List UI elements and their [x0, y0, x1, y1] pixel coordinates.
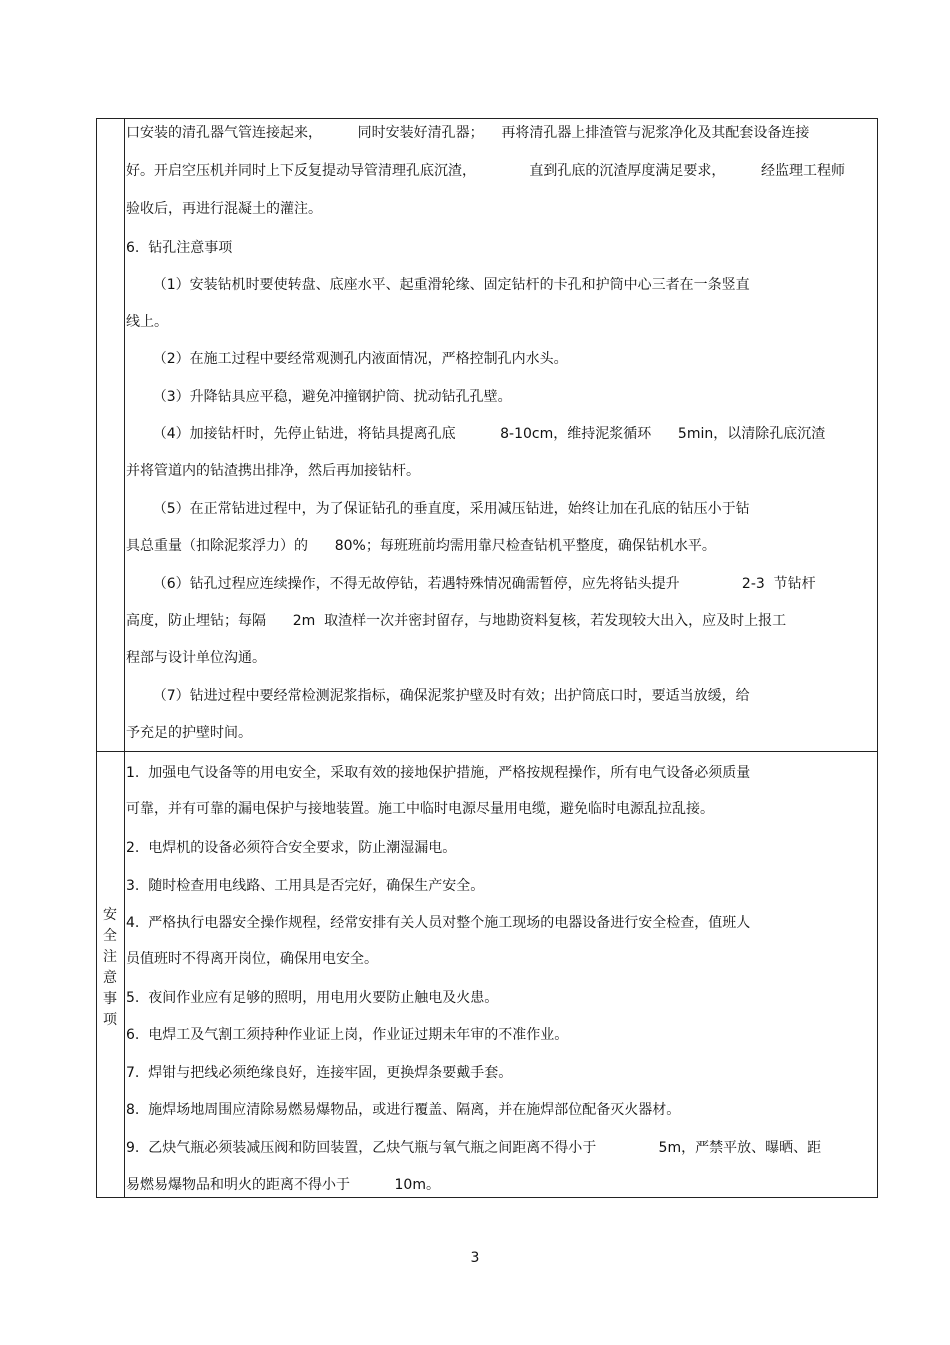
- safety-line: 3. 随时检查用电线路、工用具是否完好，确保生产安全。: [126, 878, 485, 894]
- section-heading: 6. 钻孔注意事项: [126, 240, 233, 256]
- text-line: 好。开启空压机并同时上下反复提动导管清理孔底沉渣， 直到孔底的沉渣厚度满足要求， 经监理工程师: [126, 163, 846, 179]
- safety-line: 4. 严格执行电器安全操作规程，经常安排有关人员对整个施工现场的电器设备进行安全检查，值班人: [126, 915, 751, 931]
- label-char: 项: [103, 1012, 117, 1028]
- text-line: （4）加接钻杆时，先停止钻进，将钻具提离孔底 8-10cm，维持泥浆循环 5min，以清除孔底沉渣: [126, 426, 826, 442]
- safety-notes-label: [97, 905, 123, 1031]
- table-column-divider: [124, 118, 125, 1198]
- text-line: 口安装的清孔器气管连接起来， 同时安装好清孔器； 再将清孔器上排渣管与泥浆净化及其配套设备连接: [126, 125, 810, 141]
- text-line: 予充足的护壁时间。: [126, 725, 252, 741]
- safety-line: 6. 电焊工及气割工须持种作业证上岗，作业证过期未年审的不准作业。: [126, 1027, 569, 1043]
- safety-line: 5. 夜间作业应有足够的照明，用电用火要防止触电及火患。: [126, 990, 499, 1006]
- safety-line: 易燃易爆物品和明火的距离不得小于 10m。: [126, 1177, 440, 1193]
- text-line: （1）安装钻机时要使转盘、底座水平、起重滑轮缘、固定钻杆的卡孔和护筒中心三者在一条竖直: [126, 277, 750, 293]
- safety-line: 可靠，并有可靠的漏电保护与接地装置。施工中临时电源尽量用电缆，避免临时电源乱拉乱接。: [126, 801, 714, 817]
- text-line: 并将管道内的钻渣携出排净，然后再加接钻杆。: [126, 463, 420, 479]
- text-line: 具总重量（扣除泥浆浮力）的 80%；每班班前均需用靠尺检查钻机平整度，确保钻机水平。: [126, 538, 716, 554]
- safety-line: 1. 加强电气设备等的用电安全，采取有效的接地保护措施，严格按规程操作，所有电气设备必须质量: [126, 765, 751, 781]
- text-line: （7）钻进过程中要经常检测泥浆指标，确保泥浆护壁及时有效；出护筒底口时，要适当放缓，给: [126, 688, 750, 704]
- text-line: 高度，防止埋钻；每隔 2m 取渣样一次并密封留存，与地勘资料复核，若发现较大出入，应及时上报工: [126, 613, 787, 629]
- safety-line: 8. 施焊场地周围应清除易燃易爆物品，或进行覆盖、隔离，并在施焊部位配备灭火器材。: [126, 1102, 681, 1118]
- text-line: （3）升降钻具应平稳，避免冲撞钢护筒、扰动钻孔孔壁。: [126, 389, 512, 405]
- text-line: 验收后，再进行混凝土的灌注。: [126, 201, 322, 217]
- text-line: 线上。: [126, 314, 168, 330]
- safety-line: 7. 焊钳与把线必须绝缘良好，连接牢固，更换焊条要戴手套。: [126, 1065, 513, 1081]
- page-number: 3: [470, 1250, 480, 1266]
- label-char: 全: [103, 928, 117, 944]
- text-line: 程部与设计单位沟通。: [126, 650, 266, 666]
- text-line: （2）在施工过程中要经常观测孔内液面情况，严格控制孔内水头。: [126, 351, 568, 367]
- label-char: 事: [103, 991, 117, 1007]
- safety-line: 9. 乙炔气瓶必须装减压阀和防回装置，乙炔气瓶与氧气瓶之间距离不得小于 5m，严禁平放、曝晒、距: [126, 1140, 822, 1156]
- label-char: 意: [103, 970, 117, 986]
- label-char: 注: [103, 949, 117, 965]
- safety-line: 2. 电焊机的设备必须符合安全要求，防止潮湿漏电。: [126, 840, 457, 856]
- safety-line: 员值班时不得离开岗位，确保用电安全。: [126, 951, 378, 967]
- label-char: 安: [103, 907, 117, 923]
- table-row-divider: [96, 751, 878, 752]
- text-line: （5）在正常钻进过程中，为了保证钻孔的垂直度，采用减压钻进，始终让加在孔底的钻压小于钻: [126, 501, 750, 517]
- text-line: （6）钻孔过程应连续操作，不得无故停钻，若遇特殊情况确需暂停，应先将钻头提升 2-3 节钻杆: [126, 576, 816, 592]
